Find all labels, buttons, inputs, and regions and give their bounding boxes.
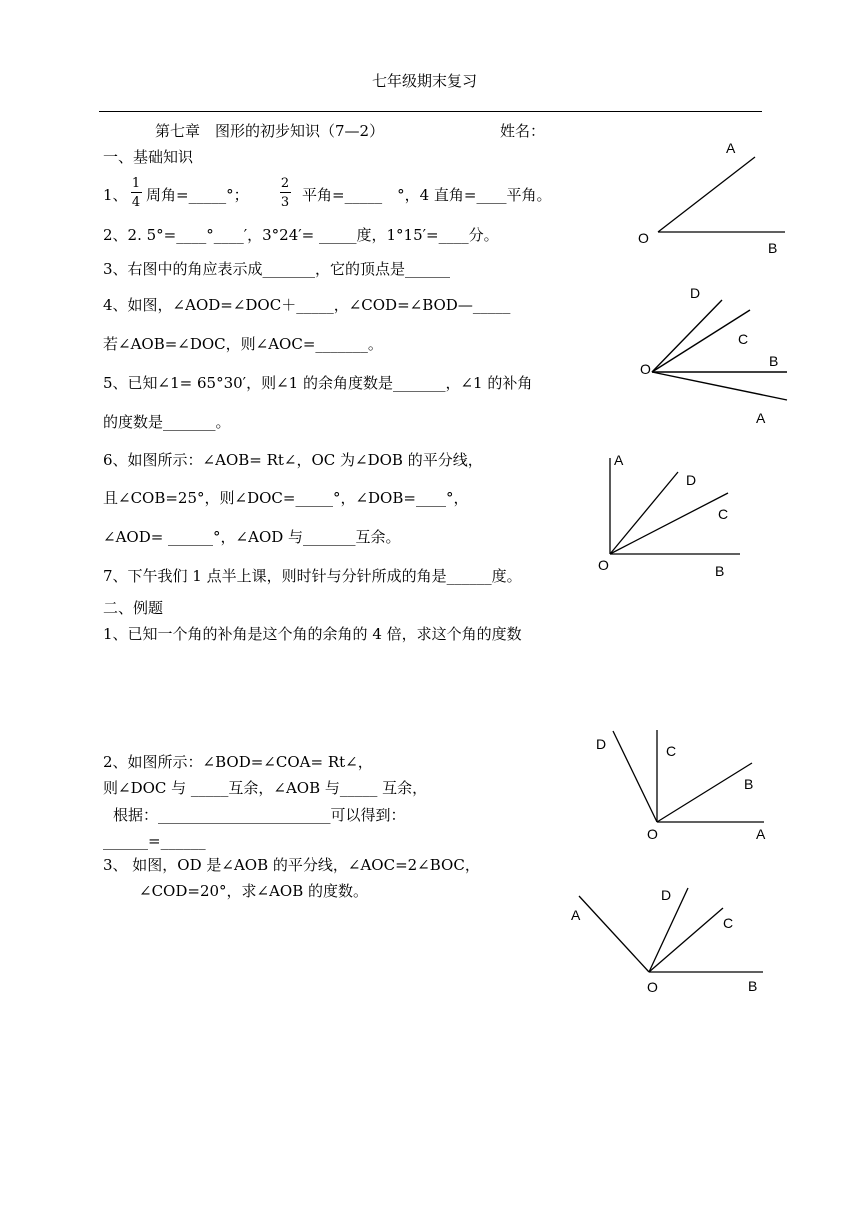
fig5-label-b: B (748, 978, 758, 994)
title-rule (99, 111, 762, 112)
q5-line1: 5、已知∠1= 65°30′，则∠1 的余角度数是_______，∠1 的补角 (103, 374, 533, 392)
fig2-label-o: O (640, 361, 651, 377)
example2-line4: ______=______ (103, 832, 206, 850)
q2-text: 2、2. 5°=____°____′，3°24′= _____度，1°15′=____分。 (103, 226, 499, 244)
fig5-label-d: D (661, 887, 672, 903)
fraction-2-denominator: 3 (280, 195, 290, 210)
fig5-label-c: C (723, 915, 734, 931)
example2-line3: 根据：_______________________可以得到： (113, 806, 406, 824)
fig4-label-a: A (756, 826, 766, 842)
fig4-label-o: O (647, 826, 658, 842)
fraction-1-numerator: 1 (131, 176, 141, 191)
fig3-label-o: O (598, 557, 609, 573)
fig3-label-d: D (686, 472, 697, 488)
fig2-label-b: B (769, 353, 779, 369)
fraction-1-denominator: 4 (131, 195, 141, 210)
page-title: 七年级期末复习 (372, 72, 478, 90)
fig5-label-a: A (571, 907, 581, 923)
section-basic: 一、基础知识 (103, 148, 194, 166)
q6-line1: 6、如图所示：∠AOB= Rt∠，OC 为∠DOB 的平分线， (103, 451, 483, 469)
chapter-heading: 第七章 图形的初步知识（7—2） (155, 122, 385, 140)
fig3-label-a: A (614, 452, 624, 468)
example2-line2: 则∠DOC 与 _____互余，∠AOB 与_____ 互余， (103, 779, 428, 797)
fig4-label-d: D (596, 736, 607, 752)
figure-od-bisector (565, 882, 775, 997)
name-label: 姓名： (500, 122, 546, 140)
fig2-label-c: C (738, 331, 749, 347)
q6-line2: 且∠COB=25°，则∠DOC=_____°，∠DOB=____°， (103, 489, 469, 507)
fig1-label-o: O (638, 230, 649, 246)
q4-line2: 若∠AOB=∠DOC，则∠AOC=_______。 (103, 335, 383, 353)
fraction-1-bar (131, 192, 142, 193)
fig1-label-b: B (768, 240, 778, 256)
figure-bod-coa (590, 725, 780, 850)
section-examples: 二、例题 (103, 599, 164, 617)
fig3-label-c: C (718, 506, 729, 522)
q6-line3: ∠AOD= ______°，∠AOD 与_______互余。 (103, 528, 401, 546)
example3-line2: ∠COD=20°，求∠AOB 的度数。 (139, 882, 369, 900)
q4-line1: 4、如图，∠AOD=∠DOC＋_____，∠COD=∠BOD—_____ (103, 296, 511, 314)
q1-part1: 周角=_____°； (146, 186, 249, 204)
figure-right-angle-aob (590, 448, 750, 583)
fig4-label-c: C (666, 743, 677, 759)
fig1-label-a: A (726, 140, 736, 156)
q5-line2: 的度数是_______。 (103, 413, 231, 431)
example2-line1: 2、如图所示：∠BOD=∠COA= Rt∠， (103, 753, 373, 771)
figure-angle-aob (630, 135, 790, 260)
fig2-label-a: A (756, 410, 766, 426)
example1-text: 1、已知一个角的补角是这个角的余角的 4 倍，求这个角的度数 (103, 625, 522, 643)
q1-part2: 平角=_____ °，4 直角=____平角。 (302, 186, 552, 204)
fig2-label-d: D (690, 285, 701, 301)
q3-text: 3、右图中的角应表示成_______，它的顶点是______ (103, 260, 451, 278)
fig4-label-b: B (744, 776, 754, 792)
fraction-2-numerator: 2 (280, 176, 290, 191)
q1-number: 1、 (103, 186, 128, 204)
q7-text: 7、下午我们 1 点半上课，则时针与分针所成的角是______度。 (103, 567, 522, 585)
fig3-label-b: B (715, 563, 725, 579)
fig5-label-o: O (647, 979, 658, 995)
figure-rays-dcba (632, 280, 802, 430)
fraction-2-bar (280, 192, 291, 193)
example3-line1: 3、 如图，OD 是∠AOB 的平分线，∠AOC=2∠BOC， (103, 856, 480, 874)
